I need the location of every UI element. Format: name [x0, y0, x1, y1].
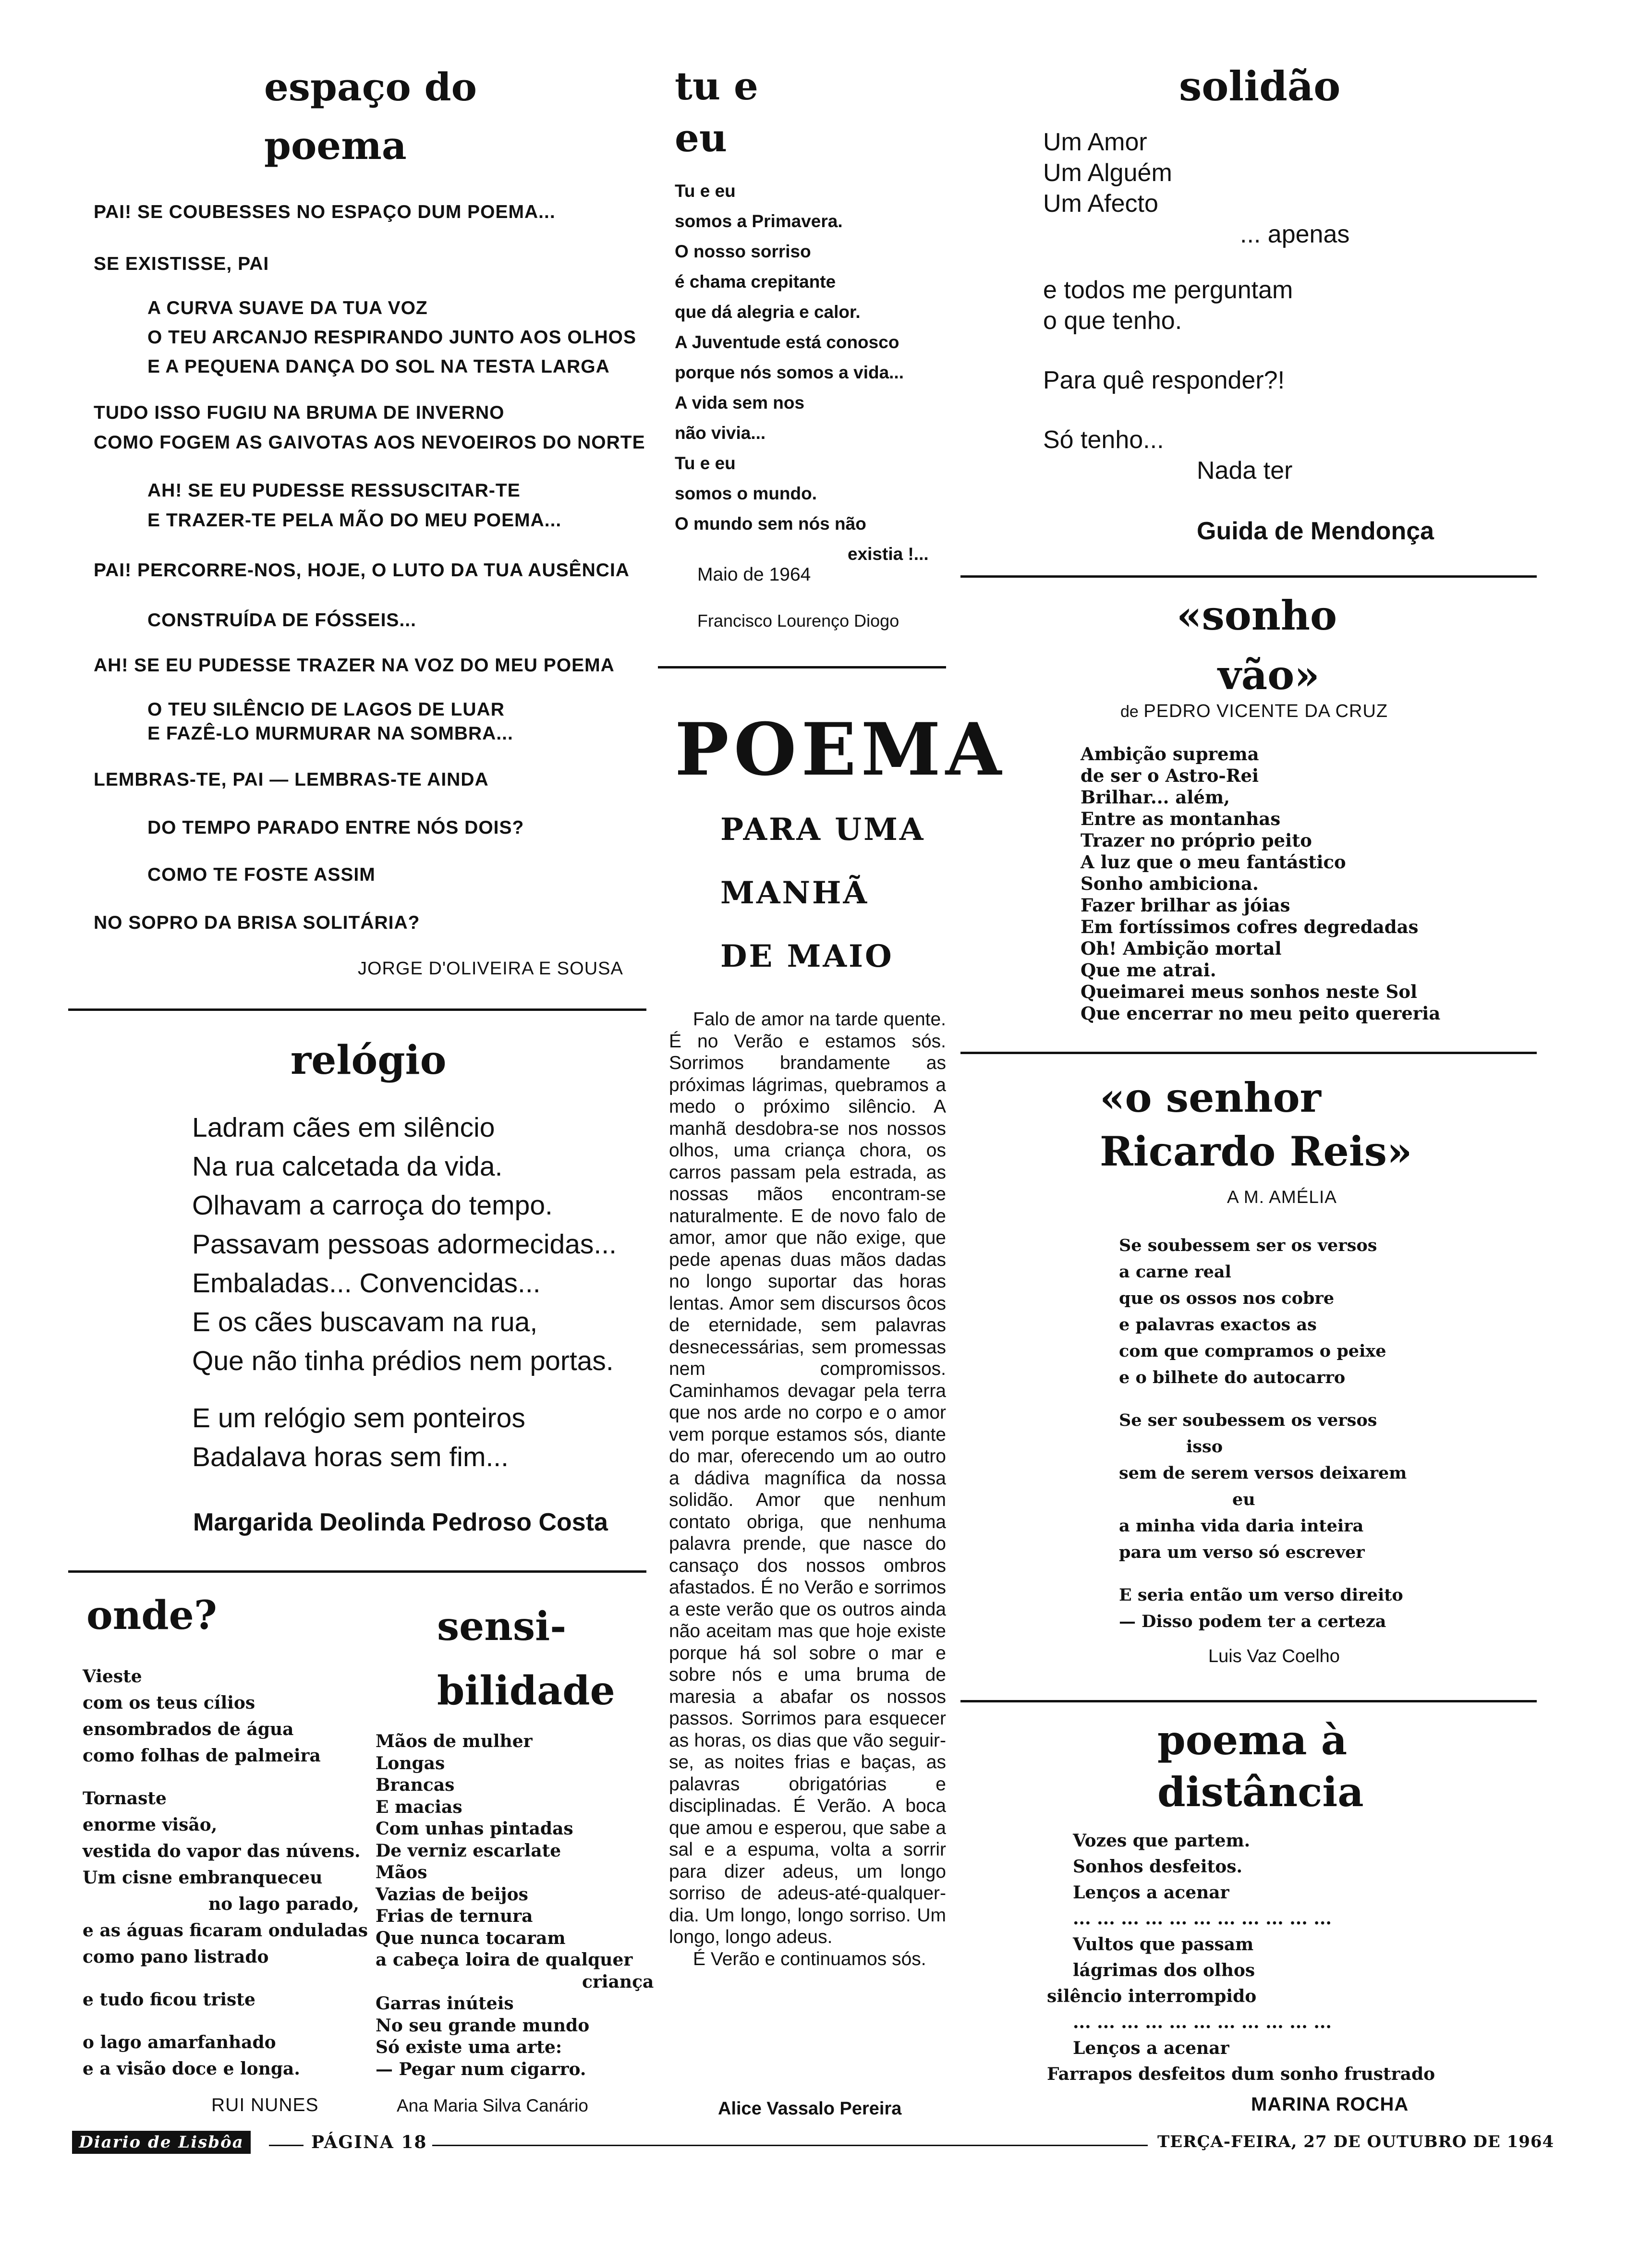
poema-manha-title-big: POEMA: [675, 707, 1007, 792]
poem-line: Só tenho...: [1043, 426, 1164, 454]
poem-line: DO TEMPO PARADO ENTRE NÓS DOIS?: [147, 817, 524, 838]
poem-line: e o bilhete do autocarro: [1119, 1368, 1346, 1387]
poem-line: e todos me perguntam: [1043, 276, 1293, 304]
poem-line: Embaladas... Convencidas...: [192, 1268, 541, 1299]
poem-line: para um verso só escrever: [1119, 1542, 1365, 1562]
prose-paragraph: Falo de amor na tarde quente. É no Verão e estamos sós. Sorrimos brandamente as próximas lágrimas, quebramos a medo o próximo silêncio. A manhã desdobra-se nos nossos olhos, uma criança chora, os carros passam pela estrada, as nossas mãos encontram-se naturalmente. E de novo falo de amor, amor que não exige, que pede apenas duas mãos dadas no longo suportar das horas lentas. Amor sem discursos ôcos de eternidade, sem palavras desnecessárias, sem promessas nem compromissos. Caminhamos devagar pela terra que nos arde no corpo e o amor vem porque estamos sós, diante do mar, oferecendo um ao outro a dádiva magnífica da nossa solidão. Amor que nenhum contato obriga, que nenhuma palavra prende, que nasce do cansaço dos nossos ombros afastados. É no Verão e sorrimos a este verão que os outros ainda não aceitam mas que hoje existe porque há sol sobre o mar e sobre nós e uma bruma de maresia a abafar os nossos passos. Sorrimos para esquecer as horas, os dias que vão seguir-se, as noites frias e baças, as palavras obrigatórias e disciplinadas. É Verão. A boca que amou e esperou, que sabe a sal e a espuma, volta a sorrir para dizer adeus, um longo sorriso de adeus-até-qualquer-dia. Um longo, longo sorriso. Um longo, longo adeus.: [669, 1009, 946, 1947]
poem-line: Brilhar... além,: [1081, 787, 1230, 808]
sensibilidade-body: [376, 1731, 654, 2080]
tu-e-eu-title-line2: eu: [675, 115, 728, 160]
poem-line: E TRAZER-TE PELA MÃO DO MEU POEMA...: [147, 510, 562, 531]
poem-line: LEMBRAS-TE, PAI — LEMBRAS-TE AINDA: [94, 769, 489, 790]
poem-line: Lenços a acenar: [1073, 2038, 1229, 2058]
solidao-body: [1043, 127, 1349, 486]
poem-line: Vozes que partem.: [1073, 1831, 1251, 1851]
poem-line: como pano listrado: [83, 1947, 269, 1967]
footer-date: TERÇA-FEIRA, 27 DE OUTUBRO DE 1964: [1157, 2132, 1555, 2151]
tu-e-eu-body: [675, 176, 929, 569]
poem-line: Vieste: [83, 1666, 142, 1687]
prose-paragraph: É Verão e continuamos sós.: [693, 1948, 926, 1969]
poem-line: E seria então um verso direito: [1119, 1585, 1403, 1605]
poem-line: Com unhas pintadas: [376, 1819, 573, 1839]
poem-line: com que compramos o peixe: [1119, 1341, 1386, 1361]
poem-line: somos a Primavera.: [675, 211, 843, 231]
tu-e-eu-title: [675, 60, 758, 164]
ricardo-reis-title-line2: Ricardo Reis»: [1100, 1128, 1412, 1175]
poem-line: AH! SE EU PUDESSE TRAZER NA VOZ DO MEU POEMA: [94, 655, 615, 676]
poem-line: PAI! SE COUBESSES NO ESPAÇO DUM POEMA...: [94, 202, 556, 222]
poem-line: Que nunca tocaram: [376, 1928, 566, 1948]
poem-line: O TEU SILÊNCIO DE LAGOS DE LUAR: [147, 699, 505, 720]
poema-distancia-author: MARINA ROCHA: [1251, 2094, 1409, 2115]
ricardo-reis-dedication: A M. AMÉLIA: [1227, 1187, 1337, 1207]
tu-e-eu-date: Maio de 1964: [697, 564, 811, 585]
poema-distancia-title-line2: distância: [1157, 1768, 1364, 1816]
divider: [960, 575, 1537, 578]
poem-line: ... apenas: [1240, 220, 1350, 248]
poema-manha-title-line3: MANHÃ: [720, 875, 869, 911]
poem-line: COMO FOGEM AS GAIVOTAS AOS NEVOEIROS DO NORTE: [94, 432, 645, 453]
poem-line: o lago amarfanhado: [83, 2032, 276, 2053]
poem-line: E FAZÊ-LO MURMURAR NA SOMBRA...: [147, 723, 513, 744]
poem-line: Um cisne embranqueceu: [83, 1868, 323, 1888]
poem-line: Sonhos desfeitos.: [1073, 1857, 1243, 1877]
poem-line: O nosso sorriso: [675, 242, 811, 261]
poem-line: Em fortíssimos cofres degredadas: [1081, 916, 1419, 937]
poem-line: Tu e eu: [675, 453, 736, 473]
poem-line: A Juventude está conosco: [675, 332, 899, 352]
solidao-author: Guida de Mendonça: [1197, 517, 1434, 545]
footer-masthead: Diario de Lisbôa: [72, 2131, 251, 2154]
poem-line: Ambição suprema: [1081, 743, 1259, 765]
tu-e-eu-author: Francisco Lourenço Diogo: [697, 611, 899, 631]
poem-line: Se soubessem ser os versos: [1119, 1236, 1377, 1255]
divider: [960, 1700, 1537, 1702]
poem-line: existia !...: [848, 544, 929, 564]
poem-line: Longas: [376, 1753, 445, 1773]
poem-line: Garras inúteis: [376, 1993, 514, 2014]
poem-line: de ser o Astro-Rei: [1081, 765, 1259, 786]
poem-line: Queimarei meus sonhos neste Sol: [1081, 981, 1418, 1002]
poem-line: Entre as montanhas: [1081, 808, 1281, 829]
poem-line: Vazias de beijos: [376, 1884, 528, 1905]
poem-line: com os teus cílios: [83, 1693, 255, 1713]
poem-line: Que me atrai.: [1081, 959, 1216, 981]
espaco-do-poema-title-line1: espaço do: [264, 64, 477, 109]
poem-line: enorme visão,: [83, 1815, 218, 1835]
poem-line: E A PEQUENA DANÇA DO SOL NA TESTA LARGA: [147, 356, 610, 377]
sensibilidade-title-line2: bilidade: [437, 1668, 615, 1714]
poem-line: que dá alegria e calor.: [675, 302, 861, 322]
poem-line: e as águas ficaram onduladas: [83, 1920, 368, 1941]
onde-body: [83, 1664, 368, 2082]
poem-line: TUDO ISSO FUGIU NA BRUMA DE INVERNO: [94, 402, 505, 423]
divider: [960, 1052, 1537, 1054]
poem-line: ... ... ... ... ... ... ... ... ... ... ...: [1073, 2012, 1332, 2032]
poem-line: Se ser soubessem os versos: [1119, 1410, 1377, 1430]
poem-line: eu: [1232, 1490, 1255, 1509]
poem-line: A CURVA SUAVE DA TUA VOZ: [147, 298, 428, 318]
poem-line: porque nós somos a vida...: [675, 363, 904, 382]
poem-line: E macias: [376, 1797, 462, 1817]
sensibilidade-author: Ana Maria Silva Canário: [397, 2096, 588, 2115]
sonho-vao-body: [1081, 743, 1440, 1024]
poema-distancia-title-line1: poema à: [1157, 1716, 1348, 1764]
poem-line: Vultos que passam: [1073, 1934, 1254, 1955]
sonho-vao-title: [1177, 586, 1337, 705]
poem-line: A luz que o meu fantástico: [1081, 851, 1346, 873]
poem-line: isso: [1186, 1437, 1223, 1457]
byline-prefix: de: [1120, 703, 1139, 721]
poem-line: e a visão doce e longa.: [83, 2059, 300, 2079]
poem-line: a carne real: [1119, 1262, 1231, 1282]
poem-line: SE EXISTISSE, PAI: [94, 254, 269, 274]
poem-line: Mãos: [376, 1862, 427, 1882]
poema-manha-title-line2: PARA UMA: [720, 812, 925, 848]
poem-line: o que tenho.: [1043, 307, 1182, 335]
sensibilidade-title-line1: sensi-: [437, 1603, 567, 1650]
poem-line: é chama crepitante: [675, 272, 836, 291]
poem-line: Olhavam a carroça do tempo.: [192, 1190, 553, 1221]
poem-line: Tornaste: [83, 1788, 167, 1809]
relogio-body: [192, 1108, 617, 1477]
poem-line: Badalava horas sem fim...: [192, 1442, 509, 1472]
poem-line: NO SOPRO DA BRISA SOLITÁRIA?: [94, 912, 420, 933]
poema-manha-prose: [669, 1008, 946, 1970]
poem-line: — Pegar num cigarro.: [376, 2059, 586, 2079]
poem-line: lágrimas dos olhos: [1073, 1960, 1255, 1980]
poem-line: COMO TE FOSTE ASSIM: [147, 864, 376, 885]
poem-line: e tudo ficou triste: [83, 1990, 255, 2010]
poem-line: Mãos de mulher: [376, 1731, 533, 1751]
poem-line: E os cães buscavam na rua,: [192, 1307, 538, 1337]
relogio-title: relógio: [291, 1037, 447, 1083]
espaco-do-poema-title: [264, 58, 477, 175]
divider: [658, 666, 946, 668]
sonho-vao-byline: [1120, 701, 1388, 722]
poem-line: Oh! Ambição mortal: [1081, 938, 1282, 959]
poema-distancia-title: [1157, 1714, 1364, 1818]
poem-line: Na rua calcetada da vida.: [192, 1151, 503, 1182]
poem-line: e palavras exactos as: [1119, 1315, 1317, 1335]
poem-line: Ladram cães em silêncio: [192, 1112, 495, 1143]
poem-line: Nada ter: [1197, 457, 1293, 485]
poem-line: Um Afecto: [1043, 190, 1158, 218]
poem-line: Que encerrar no meu peito quereria: [1081, 1003, 1441, 1024]
poem-line: AH! SE EU PUDESSE RESSUSCITAR-TE: [147, 480, 521, 501]
divider: [68, 1008, 646, 1011]
poem-line: Para quê responder?!: [1043, 366, 1285, 394]
poem-line: criança: [582, 1971, 654, 1992]
ricardo-reis-title: [1100, 1071, 1412, 1178]
poema-manha-author: Alice Vassalo Pereira: [718, 2099, 902, 2119]
poem-line: Fazer brilhar as jóias: [1081, 895, 1290, 916]
poem-line: Trazer no próprio peito: [1081, 830, 1312, 851]
poem-line: sem de serem versos deixarem: [1119, 1463, 1407, 1483]
espaco-do-poema-title-line2: poema: [264, 123, 407, 168]
onde-author: RUI NUNES: [211, 2095, 319, 2115]
poem-line: CONSTRUÍDA DE FÓSSEIS...: [147, 610, 416, 631]
poem-line: E um relógio sem ponteiros: [192, 1403, 525, 1433]
poem-line: O mundo sem nós não: [675, 514, 866, 534]
footer-rule: [269, 2145, 304, 2146]
poem-line: Brancas: [376, 1775, 455, 1795]
poem-line: Passavam pessoas adormecidas...: [192, 1229, 617, 1260]
poem-line: Lenços a acenar: [1073, 1882, 1229, 1903]
poem-line: vestida do vapor das núvens.: [83, 1841, 361, 1861]
espaco-do-poema-author: JORGE D'OLIVEIRA E SOUSA: [358, 959, 623, 979]
poem-line: Sonho ambiciona.: [1081, 873, 1259, 894]
poem-line: no lago parado,: [208, 1894, 359, 1914]
divider: [68, 1570, 646, 1573]
poem-line: somos o mundo.: [675, 484, 817, 503]
tu-e-eu-title-line1: tu e: [675, 63, 758, 109]
poem-line: Frias de ternura: [376, 1906, 533, 1926]
solidao-title: solidão: [1179, 62, 1341, 110]
poem-line: que os ossos nos cobre: [1119, 1288, 1335, 1308]
poem-line: O TEU ARCANJO RESPIRANDO JUNTO AOS OLHOS: [147, 327, 636, 348]
sonho-vao-title-line2: vão»: [1218, 651, 1320, 699]
poem-line: — Disso podem ter a certeza: [1119, 1612, 1386, 1631]
poem-line: No seu grande mundo: [376, 2015, 590, 2036]
footer-rule: [432, 2145, 1148, 2146]
poem-line: A vida sem nos: [675, 393, 805, 413]
poem-line: Farrapos desfeitos dum sonho frustrado: [1047, 2064, 1435, 2084]
sonho-vao-title-line1: «sonho: [1177, 592, 1337, 639]
poem-line: como folhas de palmeira: [83, 1746, 321, 1766]
poem-line: PAI! PERCORRE-NOS, HOJE, O LUTO DA TUA AUSÊNCIA: [94, 560, 630, 581]
poem-line: Tu e eu: [675, 181, 736, 201]
ricardo-reis-author: Luis Vaz Coelho: [1208, 1646, 1340, 1666]
poem-line: a cabeça loira de qualquer: [376, 1950, 633, 1970]
poem-line: De verniz escarlate: [376, 1840, 561, 1861]
poem-line: Que não tinha prédios nem portas.: [192, 1346, 614, 1376]
ricardo-reis-body: [1119, 1232, 1407, 1635]
relogio-author: Margarida Deolinda Pedroso Costa: [193, 1508, 608, 1536]
poem-line: a minha vida daria inteira: [1119, 1516, 1364, 1536]
poema-distancia-body: [1047, 1828, 1435, 2087]
poem-line: ... ... ... ... ... ... ... ... ... ... ...: [1073, 1908, 1332, 1929]
poem-line: Só existe uma arte:: [376, 2037, 562, 2057]
ricardo-reis-title-line1: «o senhor: [1100, 1074, 1321, 1121]
poem-line: Um Alguém: [1043, 159, 1172, 187]
poem-line: silêncio interrompido: [1047, 1986, 1257, 2006]
poem-line: ensombrados de água: [83, 1719, 294, 1739]
poema-manha-title-line4: DE MAIO: [720, 938, 894, 974]
sensibilidade-title: [437, 1594, 615, 1723]
footer-page: PÁGINA 18: [311, 2132, 427, 2152]
onde-title: onde?: [86, 1592, 217, 1639]
poem-line: Um Amor: [1043, 128, 1147, 156]
poem-line: não vivia...: [675, 423, 766, 443]
byline-name: PEDRO VICENTE DA CRUZ: [1143, 701, 1388, 721]
